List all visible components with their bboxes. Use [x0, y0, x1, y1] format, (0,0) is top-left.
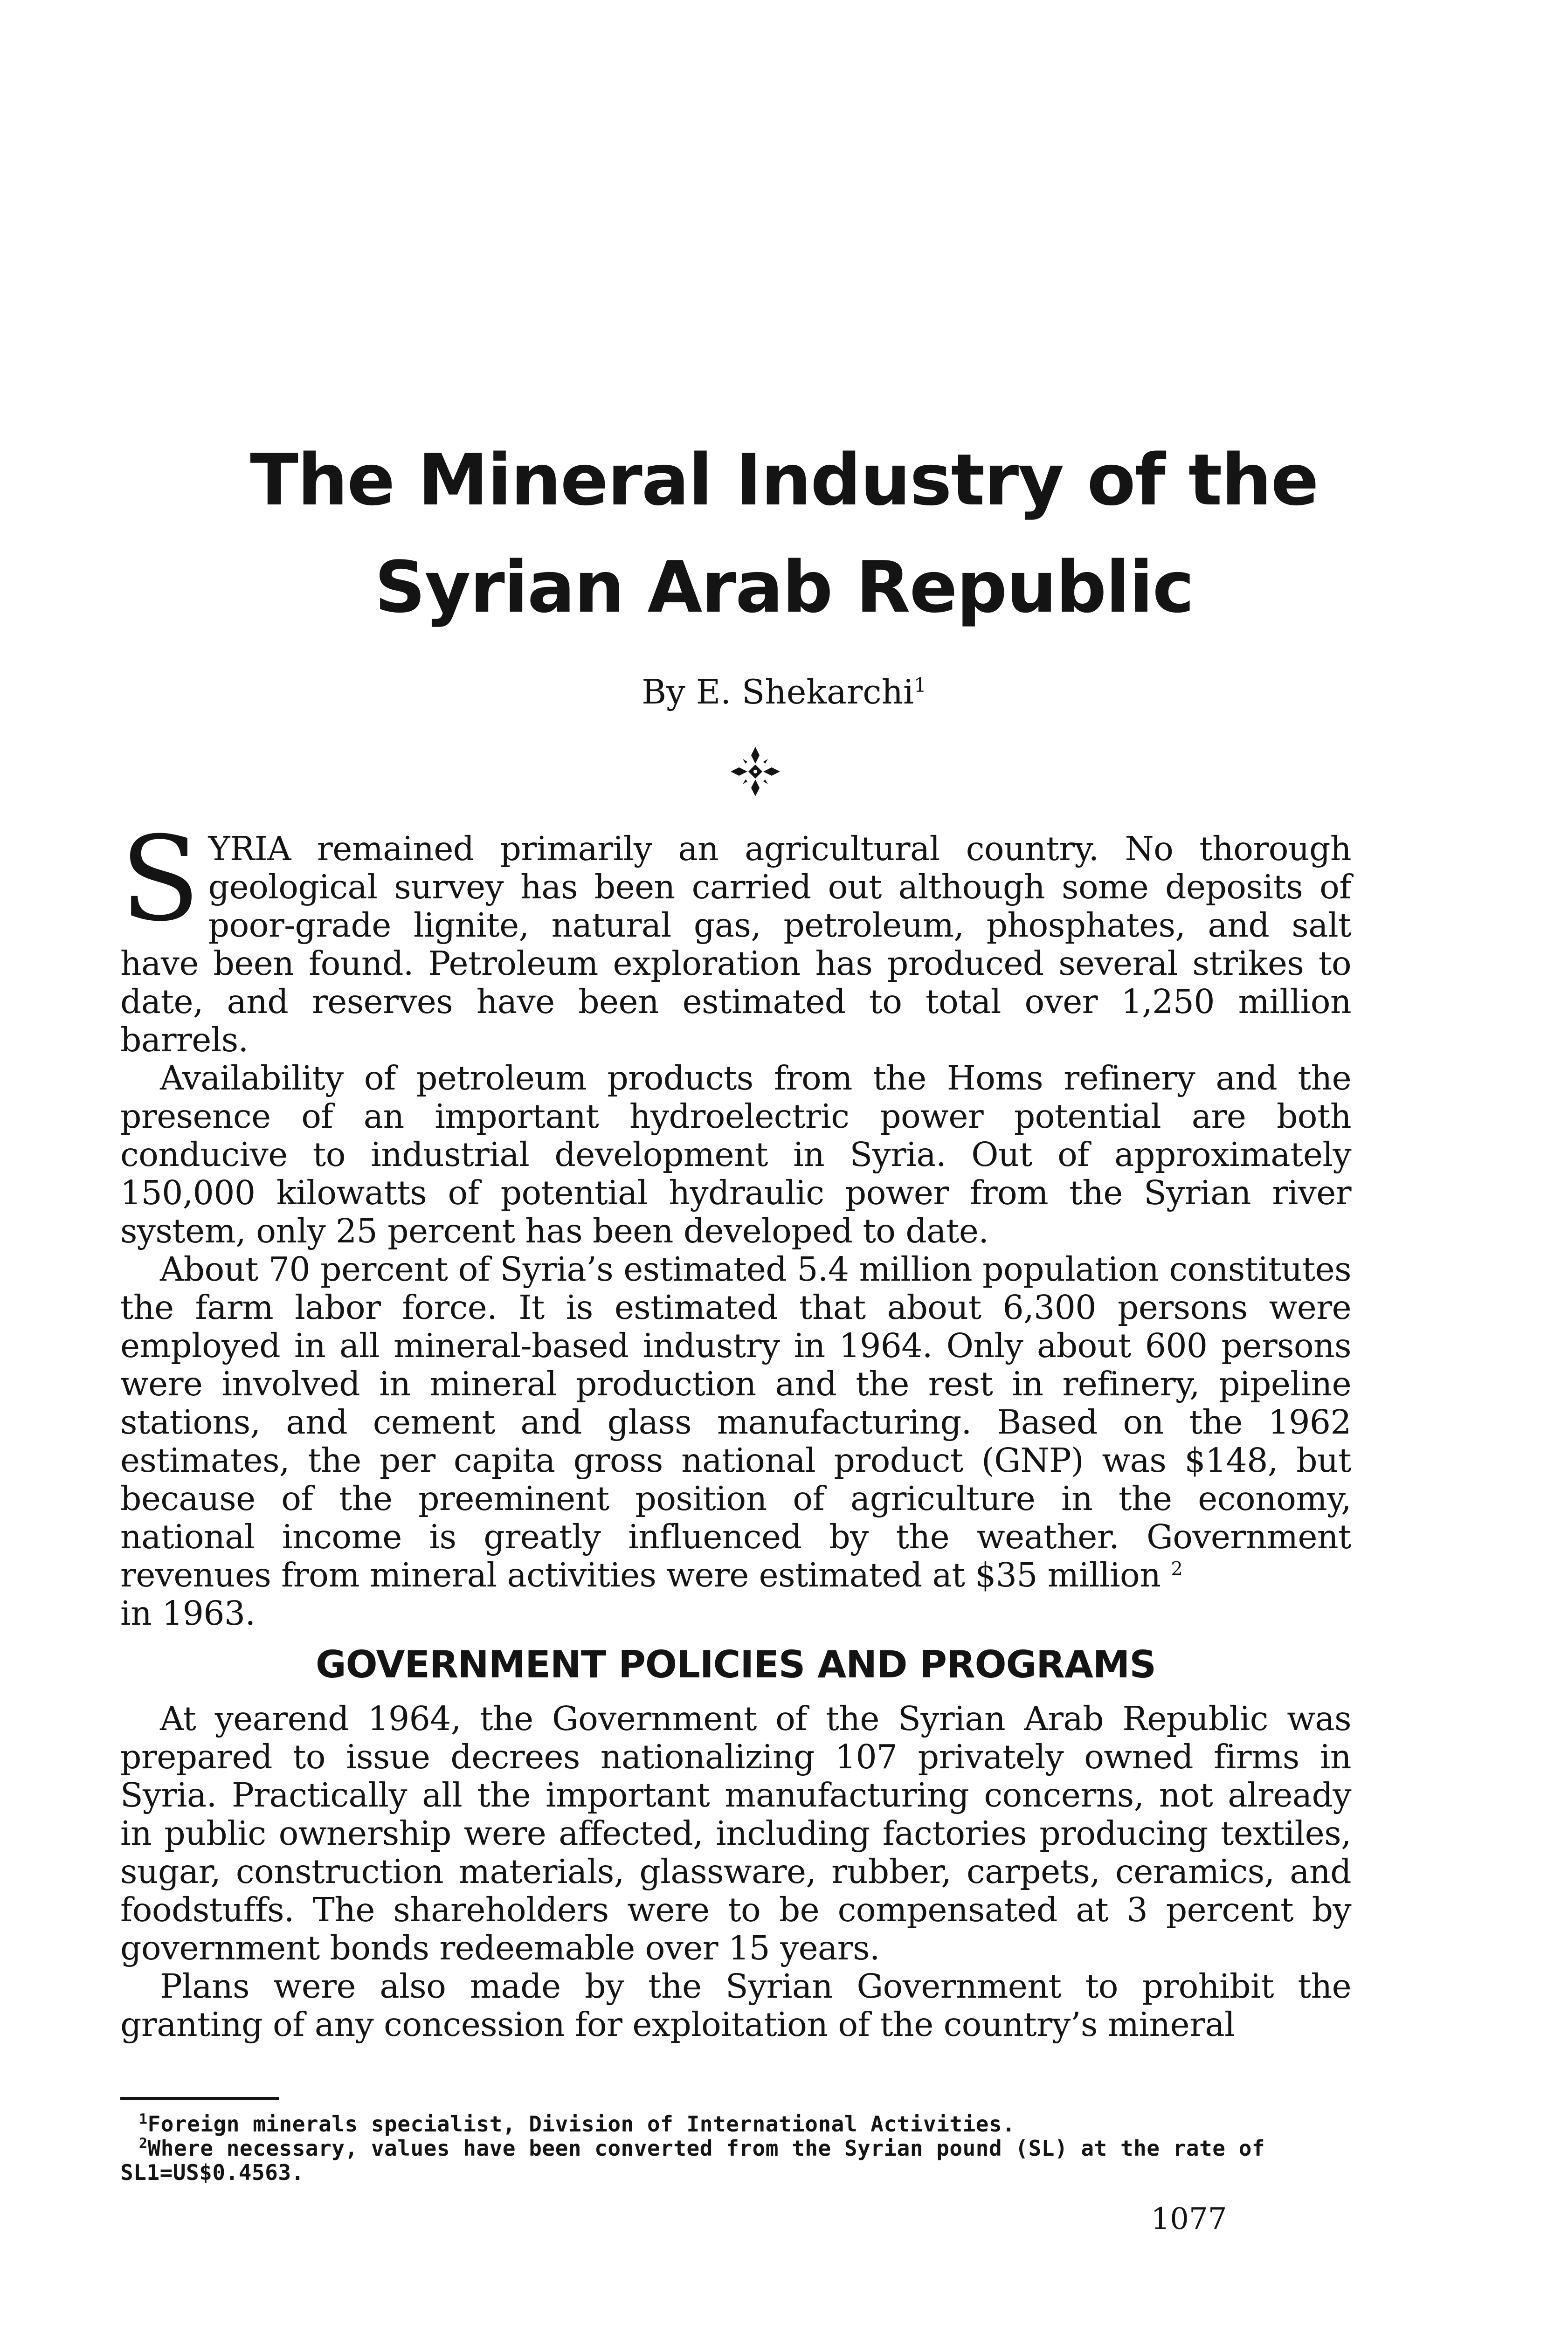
footnote-2 [120, 2136, 1351, 2185]
footnote-text: Where necessary, values have been converted from the Syrian pound (SL) at the rate of SL1=US$0.4563. [120, 2136, 1265, 2185]
footnotes [120, 2112, 1351, 2185]
page-number: 1077 [1151, 2202, 1227, 2236]
footnote-marker: 1 [139, 2111, 148, 2128]
article-title-line-1: The Mineral Industry of the [250, 439, 1318, 521]
footnote-ref: 2 [1171, 1558, 1183, 1580]
footnote-text: Foreign minerals specialist, Division of International Activities. [147, 2111, 1015, 2137]
section-heading: GOVERNMENT POLICIES AND PROGRAMS [315, 1643, 1156, 1686]
article-title-line-2: Syrian Arab Republic [374, 546, 1194, 628]
author-name: By E. Shekarchi [642, 672, 914, 711]
population-text-end: in 1963. [120, 1594, 256, 1633]
population-text: About 70 percent of Syria’s estimated 5.4 million population constitutes the farm labor force. It is estimated that about 6,300 persons were employed in all mineral-based industry in 1964. Only about 600 persons were involved in mineral production and the rest in refinery, pipeline stations, and cement and glass manufacturing. Based on the 1962 estimates, the per capita gross national product (GNP) was $148, but because of the preeminent position of agriculture in the economy, national income is greatly influenced by the weather. Government revenues from mineral activities were estimated at $35 million [120, 1250, 1351, 1594]
footnote-ref: 1 [914, 674, 926, 697]
paragraph-population [120, 1250, 1351, 1633]
paragraph-concessions: Plans were also made by the Syrian Government to prohibit the granting of any concession for exploitation of the country’s mineral [120, 1967, 1351, 2044]
diamond-fleuron-icon [730, 746, 781, 797]
article-body [120, 811, 1351, 2044]
footnote-divider [120, 2097, 279, 2100]
intro-paragraph [120, 811, 1351, 1059]
drop-cap: S [120, 811, 200, 947]
paragraph-power: Availability of petroleum products from the Homs refinery and the presence of an important hydroelectric power potential are both conducive to industrial development in Syria. Out of approximately 150,000 kilowatts of potential hydraulic power from the Syrian river system, only 25 percent has been developed to date. [120, 1059, 1351, 1250]
footnote-1 [120, 2112, 1351, 2136]
paragraph-nationalization: At yearend 1964, the Government of the Syrian Arab Republic was prepared to issue decrees nationalizing 107 privately owned firms in Syria. Practically all the important manufacturing concerns, not already in public ownership were affected, including factories producing textiles, sugar, construction materials, glassware, rubber, carpets, ceramics, and foodstuffs. The shareholders were to be compensated at 3 percent by government bonds redeemable over 15 years. [120, 1699, 1351, 1967]
byline [0, 664, 1568, 713]
footnote-marker: 2 [139, 2135, 148, 2152]
intro-text: YRIA remained primarily an agricultural country. No thorough geological survey has been carried out although some deposits of poor-grade lignite, natural gas, petroleum, phosphates, and salt have been found. Petroleum exploration has produced several strikes to date, and reserves have been estimated to total over 1,250 million barrels. [120, 829, 1351, 1059]
